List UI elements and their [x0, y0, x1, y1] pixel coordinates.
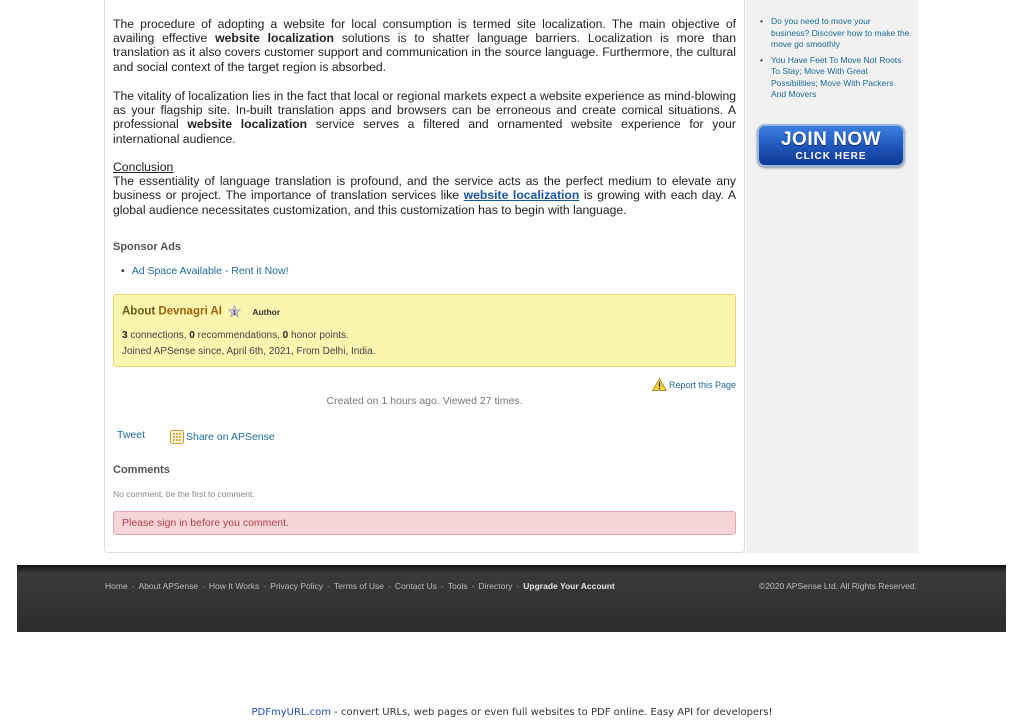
- bold-keyword: website localization: [215, 31, 335, 46]
- join-now-banner[interactable]: [757, 124, 905, 167]
- footer-link-how-it-works[interactable]: How It Works: [208, 581, 260, 591]
- author-name-link[interactable]: Devnagri AI: [158, 305, 222, 318]
- article-conclusion: [113, 160, 736, 217]
- author-box: [113, 294, 736, 367]
- footer-link-terms[interactable]: Terms of Use: [333, 581, 384, 591]
- warning-icon: [652, 378, 667, 391]
- connections-count: 3: [122, 330, 128, 341]
- share-icon: [170, 430, 184, 444]
- ad-space-link[interactable]: Ad Space Available - Rent it Now!: [131, 265, 289, 277]
- tweet-button[interactable]: Tweet: [117, 429, 146, 441]
- honor-count: 0: [282, 330, 289, 341]
- click-here-text: CLICK HERE: [795, 151, 867, 162]
- list-item: [121, 265, 289, 277]
- bold-keyword: website localization: [187, 117, 308, 132]
- pdf-banner: [0, 707, 1024, 718]
- pdf-banner-text: - convert URLs, web pages or even full websites to PDF online. Easy API for developers!: [331, 707, 773, 718]
- signin-notice[interactable]: Please sign in before you comment.: [113, 511, 736, 535]
- join-now-text: JOIN NOW: [780, 129, 882, 150]
- list-item: [760, 55, 910, 101]
- conclusion-heading: Conclusion: [113, 160, 174, 174]
- footer-link-contact[interactable]: Contact Us: [394, 581, 437, 591]
- footer-separator: -: [202, 581, 205, 591]
- author-title: [122, 305, 280, 318]
- recommendations-count: 0: [189, 330, 195, 341]
- sidebar-article-link[interactable]: Do you need to move your business? Discover how to make the move go smoothly: [771, 16, 910, 49]
- sponsor-ads-list: [121, 265, 289, 277]
- sidebar-article-list: [760, 16, 910, 105]
- footer-link-directory[interactable]: Directory: [478, 581, 513, 591]
- author-joined: Joined APSense since, April 6th, 2021, From Delhi, India.: [122, 346, 376, 357]
- sponsor-ads-heading: Sponsor Ads: [113, 241, 182, 253]
- paragraph-text: The essentiality of language translation is profound, and the service acts as the perfect medium to elevate any business or project. The importance of translation services like: [113, 174, 736, 203]
- footer-link-about[interactable]: About APSense: [138, 581, 199, 591]
- recommendations-label: recommendations,: [194, 330, 283, 341]
- sidebar-article-link[interactable]: You Have Feet To Move Not Roots To Stay; Move With Great Possibilities; Move With Packers And Movers: [771, 54, 902, 99]
- footer-link-privacy[interactable]: Privacy Policy: [270, 581, 324, 591]
- paragraph-text: service serves a filtered and ornamented website experience for your international audience.: [113, 117, 736, 146]
- paragraph-text: The procedure of adopting a website for local consumption is termed site localization. The main objective of availing effective: [113, 17, 736, 46]
- footer-separator: -: [516, 581, 520, 591]
- author-stats: [122, 330, 349, 341]
- footer-link-tools[interactable]: Tools: [447, 581, 468, 591]
- share-apsense-button[interactable]: [170, 430, 275, 444]
- website-localization-link[interactable]: website localization: [463, 188, 580, 203]
- pdfmyurl-link[interactable]: PDFmyURL.com: [251, 707, 332, 718]
- author-badge: Author: [252, 306, 281, 317]
- footer-separator: -: [471, 581, 475, 591]
- paragraph-text: The vitality of localization lies in the fact that local or regional markets expect a website experience as mind-blowing as your flagship site. In-built translation apps and browsers can be erroneous and create comical situations. A professional: [113, 89, 736, 132]
- paragraph-text: is growing with each day. A global audience necessitates customization, and this customization has to begin with language.: [113, 188, 736, 217]
- list-item: [760, 16, 910, 51]
- footer-link-upgrade[interactable]: Upgrade Your Account: [523, 581, 615, 591]
- rank-number: 1: [232, 310, 237, 317]
- honor-label: honor points.: [288, 330, 349, 341]
- footer-separator: -: [387, 581, 391, 591]
- footer-separator: -: [263, 581, 267, 591]
- created-info: Created on 1 hours ago. Viewed 27 times.: [326, 395, 523, 407]
- connections-label: connections,: [127, 330, 190, 341]
- article-paragraph: [113, 17, 736, 74]
- footer-link-home[interactable]: Home: [105, 581, 128, 591]
- footer-nav: [105, 581, 615, 591]
- comments-heading: Comments: [113, 464, 170, 476]
- footer-separator: -: [440, 581, 444, 591]
- rank-star-icon: [228, 305, 241, 318]
- footer-separator: -: [327, 581, 330, 591]
- no-comment-text: No comment, be the first to comment.: [113, 489, 255, 499]
- footer-copyright: ©2020 APSense Ltd. All Rights Reserved.: [759, 581, 917, 591]
- footer-separator: -: [131, 581, 135, 591]
- share-label: Share on APSense: [186, 431, 275, 443]
- about-label: About: [122, 305, 156, 318]
- paragraph-text: solutions is to shatter language barriers. Localization is more than translation as it also covers customer support and communication in the source language. Furthermore, the cultural and social context of the target region is absorbed.: [113, 31, 736, 74]
- site-footer: [17, 565, 1006, 632]
- report-page-link[interactable]: [652, 378, 736, 391]
- report-label: Report this Page: [669, 379, 737, 390]
- article-paragraph: [113, 89, 736, 146]
